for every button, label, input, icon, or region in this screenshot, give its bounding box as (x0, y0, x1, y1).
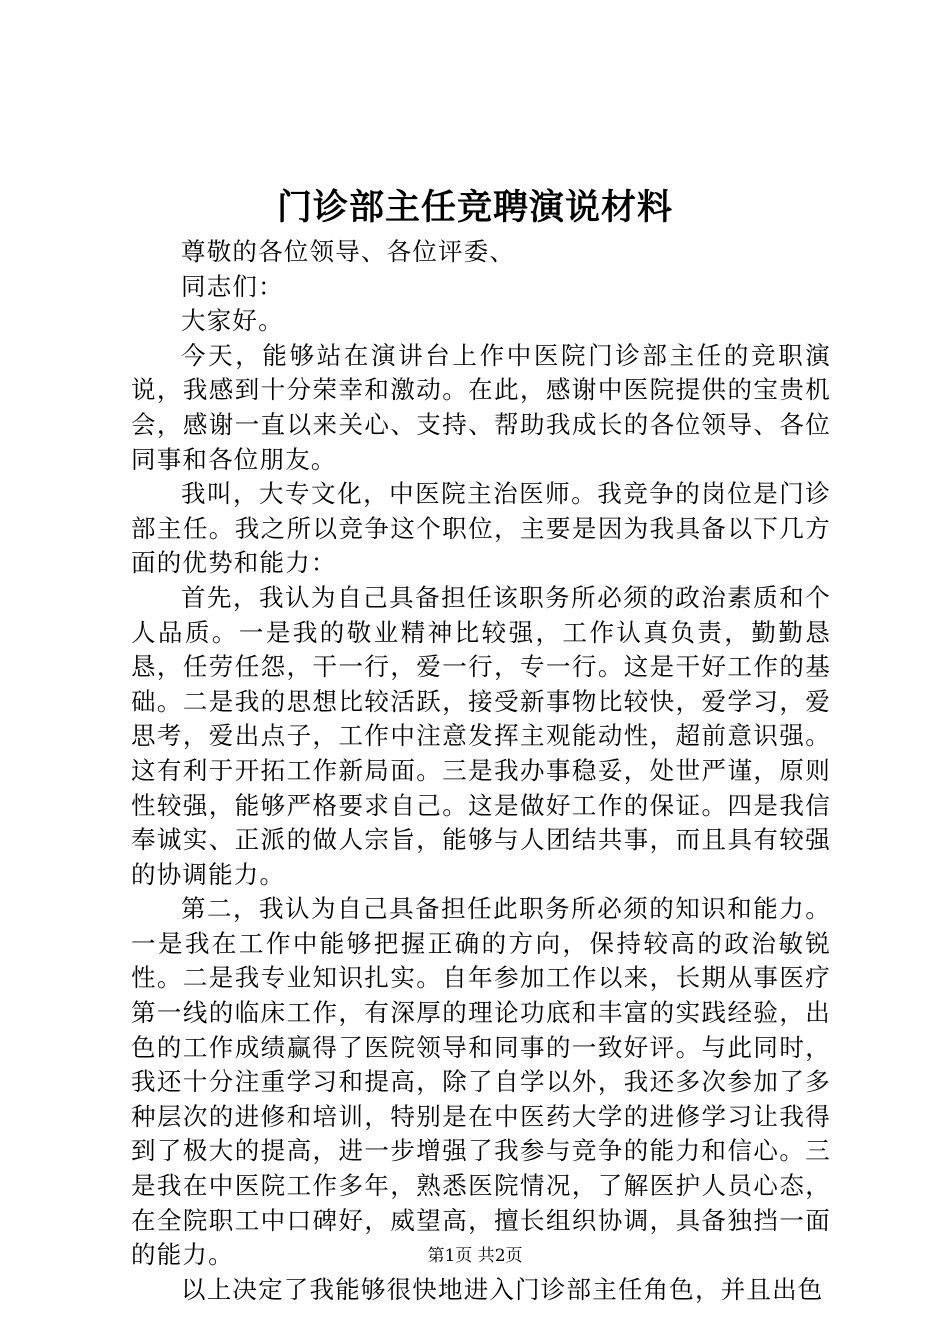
document-title: 门诊部主任竞聘演说材料 (276, 187, 673, 228)
salutation-line-2: 同志们： (181, 271, 284, 301)
document-body (131, 235, 831, 1307)
paragraph-conclusion: 以上决定了我能够很快地进入门诊部主任角色，并且出色 (181, 1274, 824, 1304)
paragraph-self-introduction: 我叫，大专文化，中医院主治医师。我竞争的岗位是门诊部主任。我之所以竞争这个职位，主要是因为我具备以下几方面的优势和能力： (131, 479, 831, 578)
paragraph-second-abilities: 第二，我认为自己具备担任此职务所必须的知识和能力。一是我在工作中能够把握正确的方向，保持较高的政治敏锐性。二是我专业知识扎实。自年参加工作以来，长期从事医疗第一线的临床工作，有深厚的理论功底和丰富的实践经验，出色的工作成绩赢得了医院领导和同事的一致好评。与此同时，我还十分注重学习和提高，除了自学以外，我还多次参加了多种层次的进修和培训，特别是在中医药大学的进修学习让我得到了极大的提高，进一步增强了我参与竞争的能力和信心。三是我在中医院工作多年，熟悉医院情况，了解医护人员心态，在全院职工中口碑好，威望高，擅长组织协调，具备独挡一面的能力。 (131, 894, 831, 1270)
page-footer: 第1页 共2页 (427, 1246, 523, 1266)
paragraph-first-qualities: 首先，我认为自己具备担任该职务所必须的政治素质和个人品质。一是我的敬业精神比较强，工作认真负责，勤勤恳恳，任劳任怨，干一行，爱一行，专一行。这是干好工作的基础。二是我的思想比较活跃，接受新事物比较快，爱学习，爱思考，爱出点子，工作中注意发挥主观能动性，超前意识强。这有利于开拓工作新局面。三是我办事稳妥，处世严谨，原则性较强，能够严格要求自己。这是做好工作的保证。四是我信奉诚实、正派的做人宗旨，能够与人团结共事，而且具有较强的协调能力。 (131, 582, 831, 889)
salutation-line-1: 尊敬的各位领导、各位评委、 (181, 237, 516, 266)
paragraph-intro: 今天，能够站在演讲台上作中医院门诊部主任的竞职演说，我感到十分荣幸和激动。在此，感谢中医院提供的宝贵机会，感谢一直以来关心、支持、帮助我成长的各位领导、各位同事和各位朋友。 (131, 340, 831, 474)
greeting: 大家好。 (181, 306, 284, 336)
